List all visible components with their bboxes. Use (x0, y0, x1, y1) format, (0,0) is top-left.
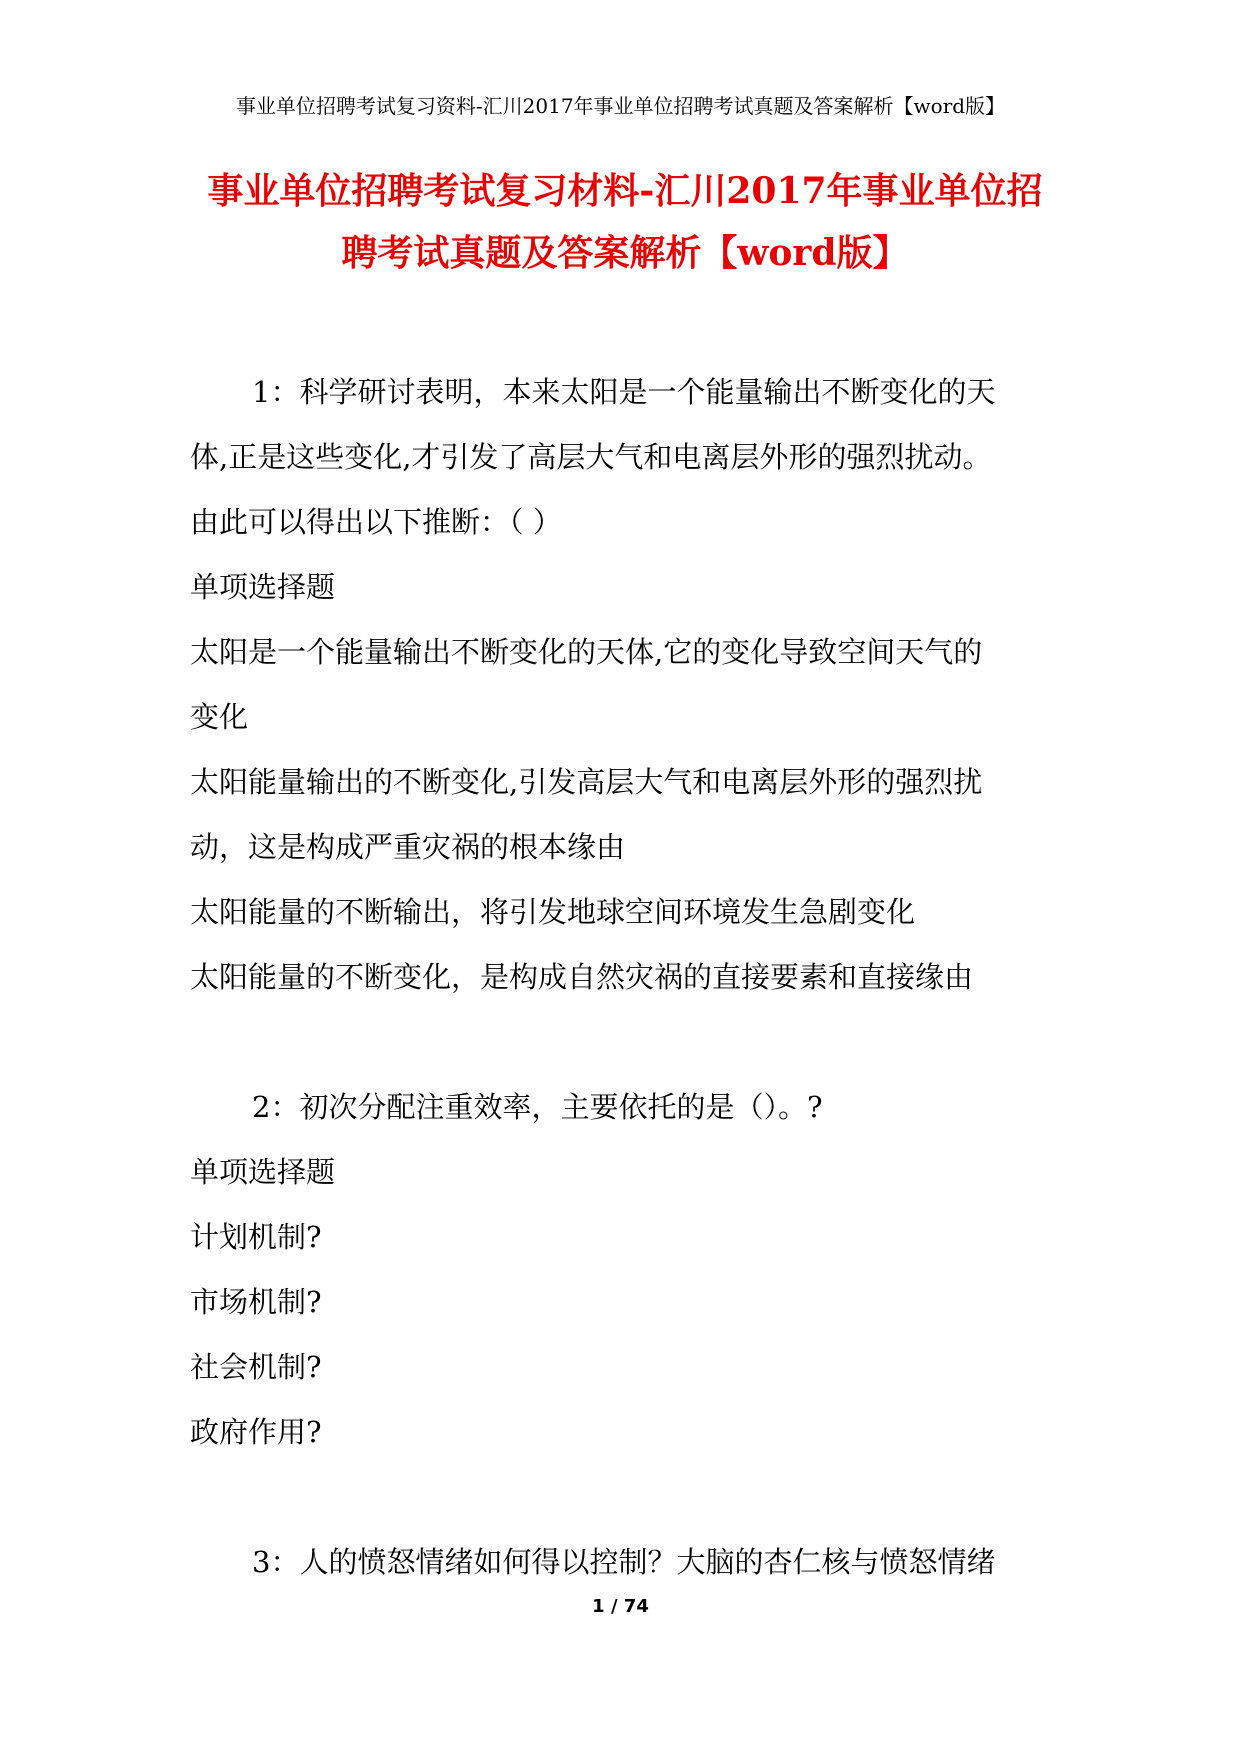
question-2-option-1: 计划机制? (190, 1220, 322, 1254)
question-1-stem-line-1: 1：科学研讨表明，本来太阳是一个能量输出不断变化的天 (252, 375, 996, 409)
question-1-option-line-6: 太阳能量的不断变化，是构成自然灾祸的直接要素和直接缘由 (190, 960, 974, 994)
question-1-stem-line-3: 由此可以得出以下推断：（ ） (190, 505, 562, 539)
question-1-option-line-4: 动，这是构成严重灾祸的根本缘由 (190, 830, 626, 864)
question-1-type: 单项选择题 (190, 570, 336, 604)
question-1-option-line-5: 太阳能量的不断输出，将引发地球空间环境发生急剧变化 (190, 895, 916, 929)
question-2-type: 单项选择题 (190, 1155, 336, 1189)
question-1-option-line-2: 变化 (190, 700, 249, 734)
running-header: 事业单位招聘考试复习资料-汇川2017年事业单位招聘考试真题及答案解析【word版】 (235, 94, 1006, 118)
question-1-option-line-1: 太阳是一个能量输出不断变化的天体,它的变化导致空间天气的 (190, 635, 983, 669)
question-1-option-line-3: 太阳能量输出的不断变化,引发高层大气和电离层外形的强烈扰 (190, 765, 983, 799)
title-line-2: 聘考试真题及答案解析【word版】 (341, 232, 909, 274)
spacer (190, 1465, 1065, 1530)
page-number: 1 / 74 (592, 1596, 649, 1617)
question-2-option-3: 社会机制? (190, 1350, 322, 1384)
question-3-stem: 3：人的愤怒情绪如何得以控制？大脑的杏仁核与愤怒情绪 (252, 1545, 996, 1579)
title-line-1: 事业单位招聘考试复习材料-汇川2017年事业单位招 (207, 170, 1043, 212)
question-1-stem-line-2: 体,正是这些变化,才引发了高层大气和电离层外形的强烈扰动。 (190, 440, 992, 474)
spacer (190, 1010, 1065, 1075)
question-2-stem: 2：初次分配注重效率，主要依托的是（）。? (252, 1090, 823, 1124)
document-title (170, 160, 1080, 284)
question-2-option-2: 市场机制? (190, 1285, 322, 1319)
question-2-option-4: 政府作用? (190, 1415, 322, 1449)
document-body (190, 360, 1065, 1595)
